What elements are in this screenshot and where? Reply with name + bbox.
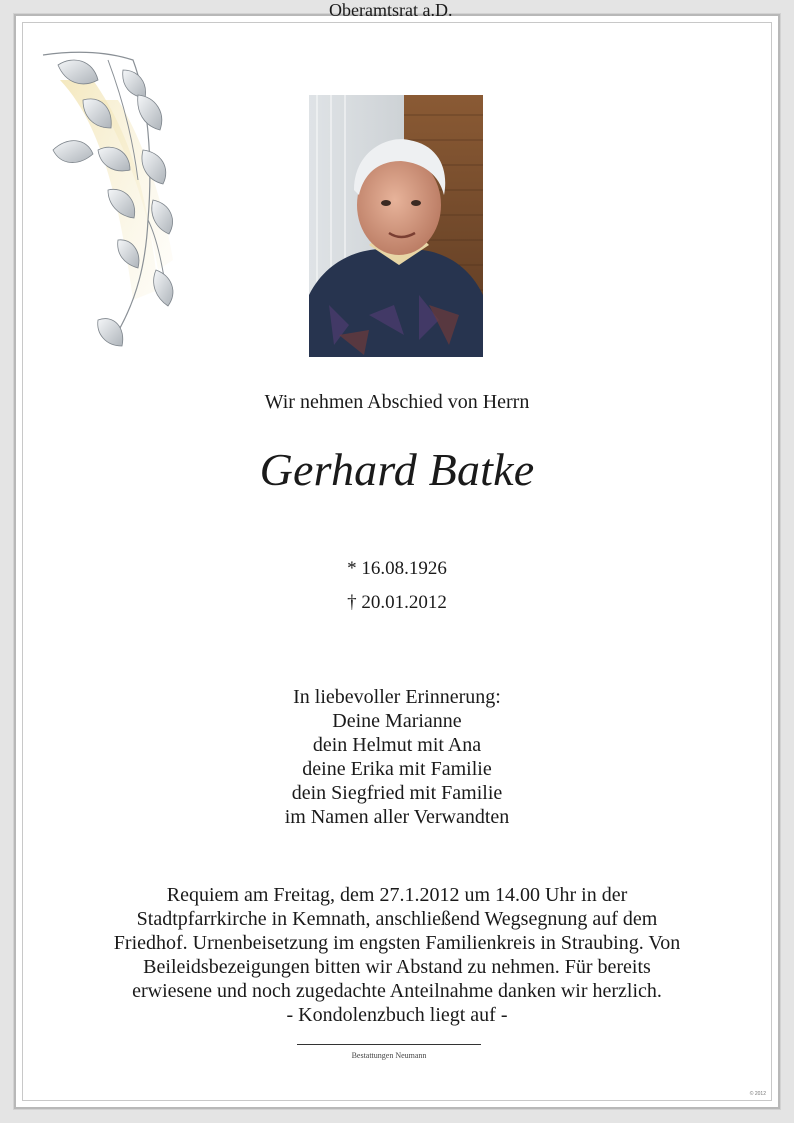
mourners-line: deine Erika mit Familie <box>302 758 492 780</box>
service-line: Requiem am Freitag, dem 27.1.2012 um 14.00 Uhr in der <box>166 884 628 906</box>
mourners-line: dein Siegfried mit Familie <box>291 782 503 804</box>
service-line: Stadtpfarrkirche in Kemnath, anschließend Wegsegnung auf dem <box>136 908 658 930</box>
deceased-name: Gerhard Batke <box>259 444 535 495</box>
mourners-line: dein Helmut mit Ana <box>312 734 482 756</box>
deceased-title: Oberamtsrat a.D. <box>329 0 453 20</box>
service-line: Friedhof. Urnenbeisetzung im engsten Familienkreis in Straubing. Von <box>113 932 681 954</box>
mourners-line: In liebevoller Erinnerung: <box>293 686 501 708</box>
signature-line <box>297 1044 481 1045</box>
mourners-line: Deine Marianne <box>332 710 462 732</box>
corner-mark: © 2012 <box>749 1091 766 1097</box>
service-line: erwiesene und noch zugedachte Anteilnahme danken wir herzlich. <box>132 980 662 1002</box>
birch-leaves-icon <box>38 40 208 370</box>
mourners-line: im Namen aller Verwandten <box>284 806 510 828</box>
intro-text: Wir nehmen Abschied von Herrn <box>264 391 530 413</box>
service-line: Beileidsbezeigungen bitten wir Abstand zu nehmen. Für bereits <box>143 956 651 978</box>
service-info <box>0 883 794 1027</box>
service-line: - Kondolenzbuch liegt auf - <box>286 1004 508 1026</box>
portrait-photo <box>309 95 483 357</box>
funeral-home-label: Bestattungen Neumann <box>351 1051 427 1060</box>
mourners-block <box>0 685 794 829</box>
death-date: † 20.01.2012 <box>347 592 447 613</box>
birth-date: * 16.08.1926 <box>347 558 447 579</box>
